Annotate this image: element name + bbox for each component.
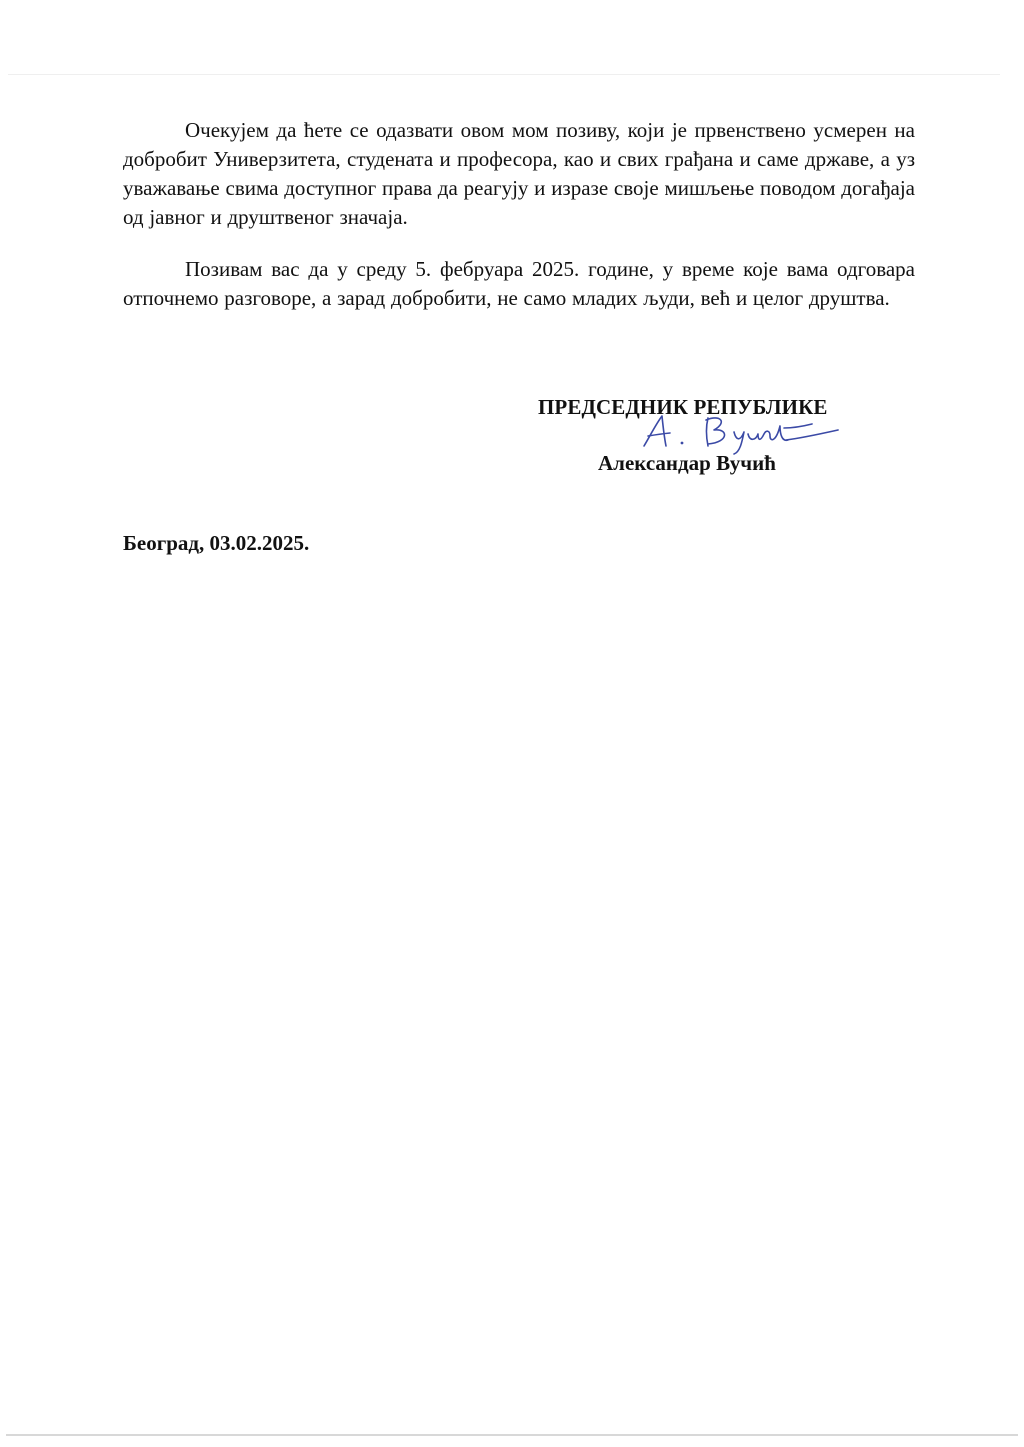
page-edge-top [8,74,1000,75]
signatory-name: Александар Вучић [598,451,776,475]
body-paragraph-1: Очекујем да ћете се одазвати овом мом позиву, који је првенствено усмерен на добробит Универзитета, студената и професора, као и свих грађана и саме државе, а уз уважавање свима доступног права да реагују и изразе своје мишљење поводом догађаја од јавног и друштвеног значаја. [123,118,915,229]
signature-stroke-b [706,418,725,446]
handwritten-signature [636,412,846,454]
signature-dot [681,442,684,445]
body-paragraph-2: Позивам вас да у среду 5. фебруара 2025. године, у време које вама одговара отпочнемо разговоре, а зарад добробити, не само младих људи, већ и целог друштва. [123,257,915,310]
place-and-date: Београд, 03.02.2025. [123,531,310,555]
signature-stroke-a [644,416,666,446]
page-edge-bottom [6,1434,1018,1436]
signatory-title: ПРЕДСЕДНИК РЕПУБЛИКЕ [538,395,828,419]
